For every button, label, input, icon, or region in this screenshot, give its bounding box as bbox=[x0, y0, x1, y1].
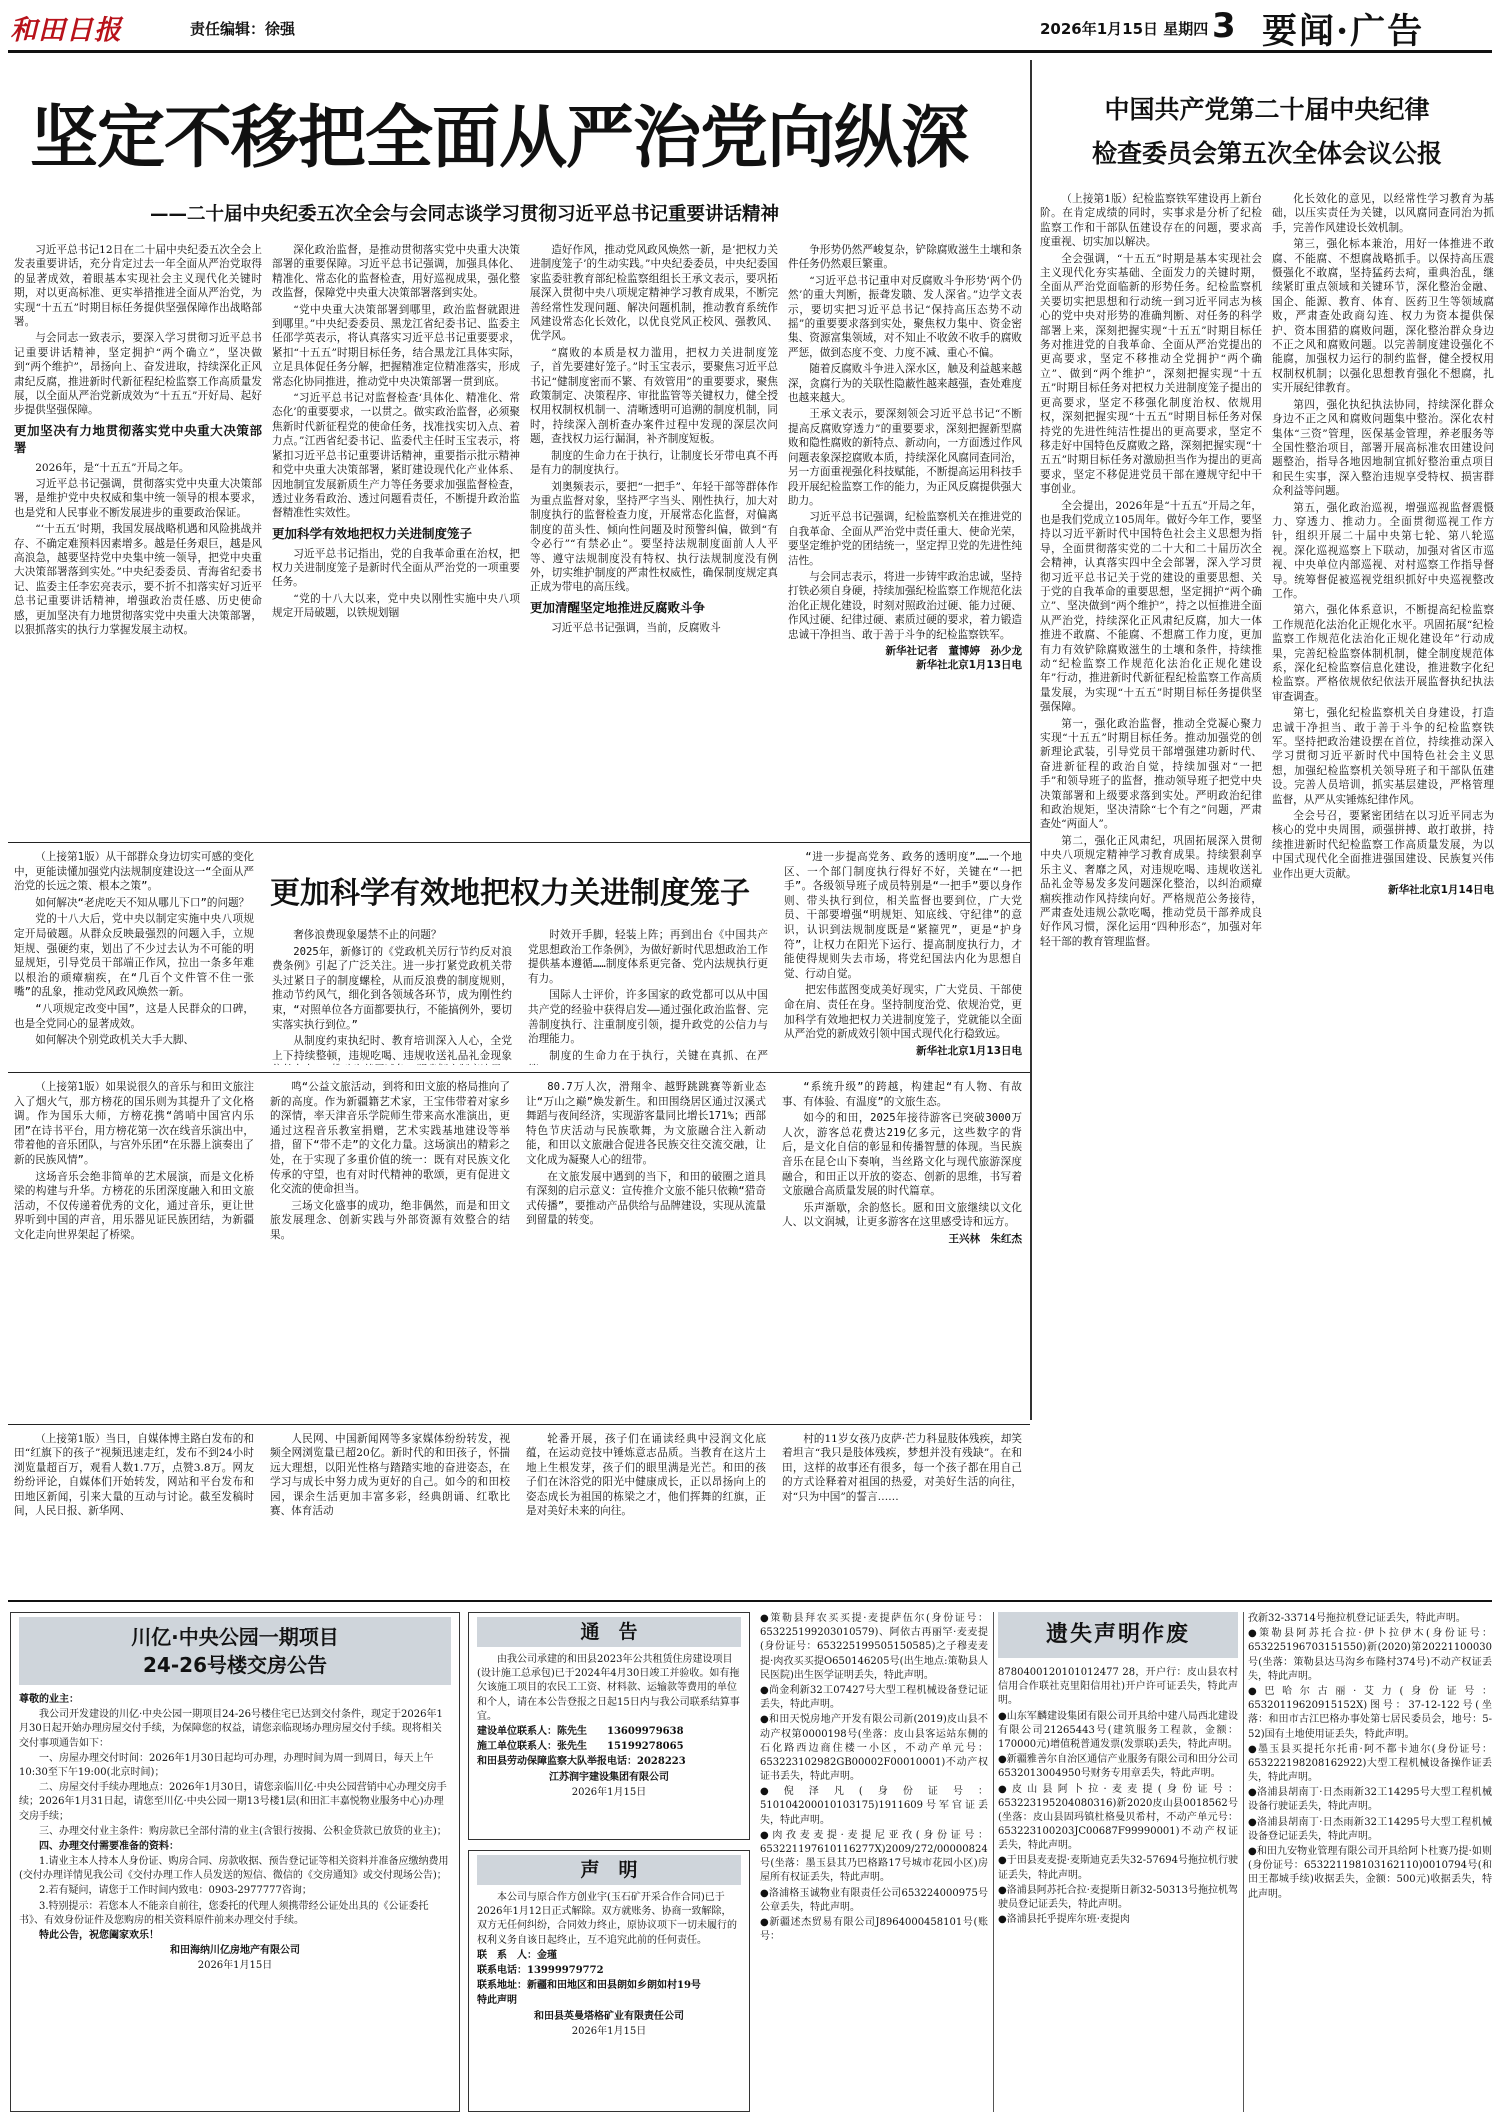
section-rule bbox=[8, 842, 1030, 843]
paragraph: 全会号召，要紧密团结在以习近平同志为核心的党中央周围，顽强拼搏、敢打敢拼，持续推进新时代纪检监察工作高质量发展，为以中国式现代化全面推进强国建设、民族复兴伟业作出更大贡献。 bbox=[1272, 810, 1494, 880]
section-rule bbox=[8, 1424, 1030, 1425]
classified-item: 孜新32-33714号拖拉机登记证丢失，特此声明。 bbox=[1248, 1613, 1466, 1624]
ad-delivery-title: 川亿·中央公园一期项目 24-26号楼交房公告 bbox=[19, 1617, 451, 1685]
paragraph: 造好作风，推动党风政风焕然一新，是‘把权力关进制度笼子’的生动实践。”中央纪委委员，中央纪委国家监委驻教育部纪检监察组组长王承文表示，要巩拓展深入贯彻中央八项规定精神学习教育成果，不断完善经常性发现问题、解决问题机制，推动教育系统作风建设常态化长效化，以优良党风正校风、强教风、优学风。 bbox=[530, 244, 778, 343]
classified-item: ●肉孜麦麦提·麦提尼亚孜(身份证号：653221197610116277X)2009/272/00000824号(坐落：墨玉县其乃巴格路17号城市花园小区)房屋所有权证丢失，特此声明。 bbox=[760, 1829, 988, 1884]
paragraph: 三场文化盛事的成功，绝非偶然，而是和田文旅发展理念、创新实践与外部资源有效整合的结果。 bbox=[270, 1199, 510, 1242]
article4-col-3 bbox=[526, 1432, 766, 1592]
paragraph: 如今的和田，2025年接待游客已突破3000万人次，游客总花费达219亿多元，这些数字的背后，是文化自信的彰显和传播智慧的体现。当民族音乐在昆仑山下奏响，当丝路文化与现代旅游深度融合，和田正以开放的姿态、创新的思维，书写着文旅融合高质量发展的时代篇章。 bbox=[782, 1112, 1022, 1198]
article3-byline: 王兴林 朱红杰 bbox=[948, 1233, 1022, 1246]
paragraph: 与会同志表示，将进一步铸牢政治忠诚，坚持打铁必须自身硬，持续加强纪检监察工作规范化法治化正规化建设，时刻对照政治过硬、能力过硬、作风过硬、纪律过硬、素质过硬的要求，着力锻造忠诚干净担当、敢于善于斗争的纪检监察铁军。 bbox=[788, 570, 1022, 641]
sidebar-title-line-1: 中国共产党第二十届中央纪律 bbox=[1104, 95, 1430, 124]
paragraph: “腐败的本质是权力滥用，把权力关进制度笼子，首先要建好笼子。”时玉宝表示，要聚焦习近平总书记“健制度密而不繁、有效管用”的重要要求，聚焦政策制定、决策程序、审批监管等关键权力，健全授权用权制权机制一、清晰透明可追溯的制度机制，同时，持续深入剖析查办案件过程中发现的深层次问题，查找权力运行漏洞，补齐制度短板。 bbox=[530, 346, 778, 446]
article2-col-4 bbox=[784, 850, 1022, 1065]
paragraph: （上接第1版）从干部群众身边切实可感的变化中，更能读懂加强党内法规制度建设这一“全面从严治党的长远之策、根本之策”。 bbox=[14, 851, 254, 893]
editor-credit: 责任编辑：徐强 bbox=[190, 20, 296, 38]
classified-item: ●皮山县阿卜拉·麦麦提(身份证号：653223195204080316)新2020皮山县0018562号(坐落：皮山县固玛镇杜格曼贝希村，不动产单元号：653223100203JC00687F99990001)不动产权证丢失，特此声明。 bbox=[998, 1783, 1238, 1852]
paragraph: 习近平总书记强调，纪检监察机关在推进党的自我革命、全面从严治党中责任重大、使命光荣，要坚定维护党的团结统一，坚定捍卫党的先进性纯洁性。 bbox=[788, 511, 1022, 567]
paragraph: 鸣“公益文旅活动，到将和田文旅的格局推向了新的高度。作为新疆籍艺术家，王宝伟带着对家乡的深情，率天津音乐学院师生带来高水准演出，更通过这程音乐教室捐赠，艺术实践基地建设等举措，留下“带不走”的文化力量。这场演出的精彩之处，在于实现了多重价值的统一：既有对民族文化传承的守望，也有对时代精神的歌颂，更有促进文化交流的使命担当。 bbox=[270, 1081, 510, 1196]
paragraph: “党的十八大以来，党中央以刚性实施中央八项规定开局破题，以铁规划锢 bbox=[272, 592, 520, 620]
paragraph: 化长效化的意见，以经常性学习教育为基础，以压实责任为关键，以风腐同查同治为抓手，完善作风建设长效机制。 bbox=[1272, 193, 1494, 234]
classified-item: ●倪泽凡(身份证号：510104200010103175)1911609号军官证丢失，特此声明。 bbox=[760, 1786, 988, 1826]
classified-item: ●于田县麦麦提·麦斯迪克丢失32-57694号拖拉机行驶证丢失，特此声明。 bbox=[998, 1855, 1238, 1881]
lead-subheading-1: 更加坚决有力地贯彻落实党中央重大决策部署 bbox=[14, 422, 262, 455]
paragraph: （上接第1版）纪检监察铁军建设再上新台阶。在肯定成绩的同时，实事求是分析了纪检监察工作和干部队伍建设存在的问题，要求高度重视、切实加以解决。 bbox=[1040, 193, 1262, 249]
classified-item: ●策勒县阿苏托合拉·伊卜拉伊木(身份证号：653225196703151550)新(2020)第20221100030号(坐落：策勒县达马沟乡布隆村374号)不动产权证丢失，特此声明。 bbox=[1248, 1628, 1492, 1682]
lead-subheading-2: 更加科学有效地把权力关进制度笼子 bbox=[272, 525, 473, 541]
paragraph: 第五，强化政治巡视，增强巡视监督震慑力、穿透力、推动力。全面贯彻巡视工作方针，组织开展二十届中央第七轮、第八轮巡视。深化巡视巡察上下联动，加强对省区市巡视、中央单位内部巡视、对村巡察工作指导督导。统筹督促被巡视党组织抓好中央巡视整改工作。 bbox=[1272, 501, 1494, 600]
paragraph: 第一，强化政治监督，推动全党凝心聚力实现“十五五”时期目标任务。推动加强党的创新理论武装，引导党员干部增强建功新时代、奋进新征程的政治自觉，持续加强对“一把手”和领导班子的监督，推动领导班子把党中央决策部署和上级要求落到实处。严明政治纪律和政治规矩，坚决清除“七个有之”问题，严肃查处“两面人”。 bbox=[1040, 717, 1262, 831]
article4-col-4 bbox=[782, 1432, 1022, 1592]
contact-line: 建设单位联系人：陈先生 13609979638 bbox=[477, 1725, 684, 1737]
paragraph: 2025年，新修订的《党政机关厉行节约反对浪费条例》引起了广泛关注。进一步打紧党政机关带头过紧日子的制度螺栓，从而反浪费的制度规则，推动节约风气，细化到各领域各环节，成为刚性约束，“对照单位各方面都要执行，不能搞例外，要切实落实执行到位。” bbox=[272, 945, 512, 1031]
lead-dateline: 新华社北京1月13日电 bbox=[916, 659, 1022, 672]
paragraph: 争形势仍然严峻复杂，铲除腐败滋生土壤和条件任务仍然艰巨繁重。 bbox=[788, 244, 1022, 271]
classifieds-col-1 bbox=[760, 1612, 988, 2112]
masthead-rule bbox=[8, 50, 1492, 53]
article2-dateline: 新华社北京1月13日电 bbox=[916, 1044, 1022, 1057]
paragraph: 轮番开展，孩子们在诵读经典中浸润文化底蕴，在运动竞技中锤炼意志品质。当教育在这片土地上生根发芽，孩子们的眼里满是光芒。和田的孩子们在沐浴党的阳光中健康成长，正以昂扬向上的姿态成长为祖国的栋梁之才，他们挥舞的红旗，正是对美好未来的向往。 bbox=[526, 1433, 766, 1518]
sidebar-col-2 bbox=[1272, 192, 1494, 1417]
contact-line: 联 系 人：金瑾 bbox=[477, 1949, 557, 1961]
page-number: 3 bbox=[1212, 6, 1236, 46]
paragraph: 与会同志一致表示，要深入学习贯彻习近平总书记重要讲话精神，坚定拥护“两个确立”，坚决做到“两个维护”，昂扬向上、奋发进取，持续深化正风肃纪反腐，推进新时代新征程纪检监察工作高质量发展，以全面从严治党新成效为“十五五”开好局、起好步提供坚强保障。 bbox=[14, 332, 262, 417]
article2-col-1 bbox=[14, 850, 254, 1065]
classified-item: ●墨玉县买提托尔托甫·阿不都卡迪尔(身份证号：653222198208162922)大型工程机械设备操作证丢失，特此声明。 bbox=[1248, 1743, 1492, 1784]
paragraph: 王承文表示，要深刻领会习近平总书记“不断提高反腐败穿透力”的重要要求，深刻把握新型腐败和隐性腐败的新特点、新动向，一方面透过作风问题表象深挖腐败本质，持续深化风腐同查同治，另一方面重视强化科技赋能，不断提高运用科技手段开展纪检监察工作的能力，为正风反腐提供强大助力。 bbox=[788, 408, 1022, 507]
ad-notice-title: 通 告 bbox=[477, 1617, 741, 1647]
classified-item: ●洛浦县阿苏托合拉·麦提斯日新32-50313号拖拉机驾驶员登记证丢失，特此声明。 bbox=[998, 1884, 1238, 1910]
lead-col-3 bbox=[530, 243, 778, 838]
classified-item: 8780400120101012477 28，开户行：皮山县农村信用合作联社克里阳信用社)开户许可证丢失，特此声明。 bbox=[998, 1667, 1238, 1707]
paragraph: 人民网、中国新闻网等多家媒体纷纷转发，视频全网浏览量已超20亿。新时代的和田孩子，怀揣远大理想，以阳光性格与踏踏实地的奋进姿态，在学习与成长中努力成为更好的自己。如今的和田校园，课余生活更加丰富多彩，经典朗诵、红歌比赛、体育活动 bbox=[270, 1433, 510, 1518]
ad-closing: 特此声明 bbox=[477, 1995, 517, 2007]
article3-col-4 bbox=[782, 1080, 1022, 1415]
paragraph: 本公司与原合作方创业宇(玉石矿开采合作合同)已于2026年1月12日正式解除。双方就账务、协商一致解除，双方无任何纠纷，合同效力终止，原协议项下一切未履行的权利义务自该日起终止，互不追究此前的任何责任。 bbox=[477, 1892, 737, 1946]
ad-closing: 特此公告，祝您阖家欢乐！ bbox=[39, 1930, 159, 1941]
lead-col-1 bbox=[14, 243, 262, 838]
lead-headline: 坚定不移把全面从严治党向纵深 bbox=[30, 98, 969, 178]
article2-headline: 更加科学有效地把权力关进制度笼子 bbox=[270, 876, 750, 911]
ad-company: 和田海纳川亿房地产有限公司 bbox=[170, 1945, 300, 1957]
paragraph: 在文旅发展中遇到的当下，和田的破圈之道具有深刻的启示意义：宣传推介文旅不能只依赖“猎奇式传播”，要推动产品供给与品牌建设，实现从流量到留量的转变。 bbox=[526, 1170, 766, 1227]
paragraph: 全会提出，2026年是“十五五”开局之年，也是我们党成立105周年。做好今年工作，要坚持以习近平新时代中国特色社会主义思想为指导，全面贯彻落实党的二十大和二十届历次全会精神，认真落实四中全会部署，深入学习贯彻习近平总书记关于党的建设的重要思想、关于党的自我革命的重要思想，坚定拥护“两个确立”、坚决做到“两个维护”，持之以恒推进全面从严治党，持续深化正风肃纪反腐，加大一体推进不敢腐、不能腐、不想腐工作力度，更加有力有效铲除腐败滋生的土壤和条件，持续推动“纪检监察工作规范化法治化正规化建设年”行动，推进新时代新征程纪检监察工作高质量发展，为实现“十五五”时期目标任务提供坚强保障。 bbox=[1040, 499, 1262, 714]
paragraph: 第七，强化纪检监察机关自身建设，打造忠诚干净担当、敢于善于斗争的纪检监察铁军。坚持把政治建设摆在首位，持续推动深入学习贯彻习近平新时代中国特色社会主义思想，加强纪检监察机关领导班子和干部队伍建设。完善人员培训，抓实基层建设，严格管理监督，从严从实锤炼纪律作风。 bbox=[1272, 707, 1494, 806]
section-rule bbox=[8, 1072, 1030, 1073]
ad-lost-title: 遗失声明作废 bbox=[998, 1612, 1238, 1658]
paragraph: 奢侈浪费现象屡禁不止的问题？ bbox=[293, 929, 442, 941]
ad-date: 2026年1月15日 bbox=[571, 2025, 647, 2037]
classified-item: ●山东军麟建设集团有限公司开具给中建八局西北建设有限公司21265443号(建筑服务工程款，金额：170000元)增值税普通发票(发票联)丢失，特此声明。 bbox=[998, 1710, 1238, 1750]
article3-col-2 bbox=[270, 1080, 510, 1415]
paragraph: 全会强调，“十五五”时期是基本实现社会主义现代化夯实基础、全面发力的关键时期，全面从严治党面临新的形势任务。纪检监察机关要切实把思想和行动统一到习近平同志为核心的党中央对形势的准确判断、对任务的科学部署上来，深刻把握实现“十五五”时期目标任务对推进党的自我革命、全面从严治党提出的更高要求，坚定不移推动全党拥护“两个确立”、做到“两个维护”，深刻把握实现“十五五”时期目标任务对把权力关进制度笼子提出的更高要求，坚定不移强化制度治权、依规用权，深刻把握实现“十五五”时期目标任务对保持党的先进性纯洁性提出的更高要求，坚定不移走好中国特色反腐败之路，深刻把握实现“十五五”时期目标任务对激励担当作为提出的更高要求，坚定不移促进党员干部在遵规守纪中干事创业。 bbox=[1040, 252, 1262, 496]
lead-col-4 bbox=[788, 243, 1022, 838]
column-divider bbox=[1243, 1612, 1244, 2112]
paragraph: 深化政治监督，是推动贯彻落实党中央重大决策部署的重要保障。习近平总书记强调，加强具体化、精准化、常态化的监督检查，用好巡视成果，强化整改监督，保障党中央重大决策部署落到实处。 bbox=[272, 244, 520, 300]
ad-company: 江苏润宇建设集团有限公司 bbox=[549, 1771, 669, 1783]
classified-item: ●洛浦格玉诚物业有限责任公司653224000975号公章丢失，特此声明。 bbox=[760, 1887, 988, 1913]
paragraph: “党中央重大决策部署到哪里，政治监督就跟进到哪里。”中央纪委委员、黑龙江省纪委书记、监委主任邵学英表示，将认真落实习近平总书记重要要求，紧扣“十五五”时期目标任务，结合黑龙江具体实际，立足具体促任务分解，把握精准定位精准落实，形成常态化协同推进，推动党中央决策部署一贯到底。 bbox=[272, 303, 520, 388]
paragraph: 党的十八大后，党中央以制定实施中央八项规定开局破题。从群众反映最强烈的问题入手，立规矩规、强硬约束，划出了不少过去认为不可能的明显规矩，引导党员干部端正作风，拉出一条多年难以根治的顽瘴痼疾，在“几百个文件管不住一张嘴”的乱象，推动党风政风焕然一新。 bbox=[14, 913, 254, 999]
classifieds-col-3 bbox=[1248, 1612, 1492, 2112]
classified-item: ●尚金利新32工07427号大型工程机械设备登记证丢失，特此声明。 bbox=[760, 1684, 988, 1711]
classified-item: ●巴哈尔古丽·艾力(身份证号：65320119620915152X)图号：37-12-122号(坐落：和田市古江巴格办事处第七居民委员会，地号：5-52)国有土地使用证丢失，特此声明。 bbox=[1248, 1685, 1492, 1740]
article3-col-3 bbox=[526, 1080, 766, 1415]
list-item: 3.特别提示：若您本人不能亲自前往，您委托的代理人须携带经公证处出具的《公证委托书》、有效身份证件及您购房的相关资料原件前来办理交付手续。 bbox=[19, 1900, 429, 1926]
lead-subheading-3: 更加清醒坚定地推进反腐败斗争 bbox=[530, 599, 706, 615]
paragraph: 如何解决个别党政机关大手大脚、 bbox=[35, 1034, 195, 1047]
classified-item: ●和田天悦房地产开发有限公司新(2019)皮山县不动产权第0000198号(坐落：皮山县客运站东侧的石化路西边商住楼一小区，不动产单元号：653223102982GB00002F00010001)不动产权证书丢失，特此声明。 bbox=[760, 1714, 988, 1783]
contact-line: 和田县劳动保障监察大队举报电话：2028223 bbox=[477, 1756, 686, 1768]
contact-line: 施工单位联系人：张先生 15199278065 bbox=[477, 1741, 684, 1753]
article2-col-3 bbox=[528, 928, 768, 1065]
paragraph: （上接第1版）如果说很久的音乐与和田文旅注入了烟火气，那方榜花的国乐则为其提升了文化格调。作为国乐大师，方榜花携“鸽哨中国宫内乐团”在诗书平台，用方榜花第一次在线音乐演出中，带着他的音乐团队，与宫外乐团“在乐器上演奏出了新的民族风情”。 bbox=[14, 1081, 254, 1167]
paragraph: “‘十五五’时期，我国发展战略机遇和风险挑战并存、不确定难预料因素增多。越是任务艰巨，越是风高浪急，越要坚持党中央集中统一领导，把党中央重大决策部署落到实处。”中央纪委委员、青海省纪委书记、监委主任李宏亮表示，要不折不扣落实好习近平总书记重要讲话精神，增强政治责任感、历史使命感，更加坚决有力地贯彻落实党中央重大决策部署，以狠抓落实的执行力掌握发展主动权。 bbox=[14, 523, 262, 637]
list-item: 二、房屋交付手续办理地点：2026年1月30日，请您亲临川亿·中央公园营销中心办理交房手续；2026年1月31日起，请您至川亿·中央公园一期13号楼1层(和田汇丰嘉悦物业服务中心)办理交房手续； bbox=[19, 1782, 447, 1822]
paragraph: 第四，强化执纪执法协同，持续深化群众身边不正之风和腐败问题集中整治。深化农村集体“三资”管理，医保基金管理，养老服务等全国性整治项目，部署开展高标准农田建设问题整治，指导各地因地制宜抓好整治重点项目和民生实事，深入整治违规享受特权、损害群众利益等问题。 bbox=[1272, 398, 1494, 498]
lead-subtitle: ——二十届中央纪委五次全会与会同志谈学习贯彻习近平总书记重要讲话精神 bbox=[150, 204, 780, 225]
classified-item: ●洛浦县胡南丁·日杰雨新32工14295号大型工程机械设备行驶证丢失，特此声明。 bbox=[1248, 1787, 1492, 1813]
paragraph: 国际人士评价，许多国家的政党都可以从中国共产党的经验中获得启发——通过强化政治监督、完善制度执行、注重制度引领，提升政党的公信力与治理能力。 bbox=[528, 989, 768, 1046]
classifieds-col-2 bbox=[998, 1666, 1238, 2112]
paragraph: 习近平总书记12日在二十届中央纪委五次全会上发表重要讲话，充分肯定过去一年全面从严治党取得的显著成效，着眼基本实现社会主义现代化关键时期，对以更高标准、更实举措推进全面从严治党，为实现“十五五”时期目标任务提供坚强保障作出战略部署。 bbox=[14, 244, 262, 329]
paragraph: 如何解决“老虎吃天不知从哪儿下口”的问题？ bbox=[35, 896, 250, 909]
paragraph: “习近平总书记重申对反腐败斗争形势‘两个仍然’的重大判断，振聋发聩、发人深省。”边学文表示，要切实把习近平总书记“保持高压态势不动摇”的重要要求落到实处，聚焦权力集中、资金密集、资源富集领域，对不知止不收敛不收手的腐败严惩，做到态度不变、力度不减、重心不偏。 bbox=[788, 274, 1022, 359]
paragraph: 制度的生命力在于执行，关键在真抓、在严 bbox=[549, 1049, 768, 1062]
list-item: 1.请业主本人持本人身份证、购房合同、房款收据、预告登记证等相关资料并准备应缴纳费用(交付办理详情见我公司《交付办理工作人员发送的短信、微信的《交房通知》或交付现场公告)； bbox=[19, 1856, 449, 1882]
article2-col-2 bbox=[272, 928, 512, 1065]
paragraph: 80.7万人次，滑翔伞、越野跳跳赛等新业态让“万山之巅”焕发新生。和田围绕居区通过汉溪式舞蹈与夜间经济，实现游客量同比增长171%；西部特色节庆活动与民族歌舞，为文旅融合注入新动能，和田以文旅融合促进各民族交往交流交融，让文化成为凝聚人心的纽带。 bbox=[526, 1081, 766, 1167]
paragraph: 第二，强化正风肃纪，巩固拓展深入贯彻中央八项规定精神学习教育成果。持续狠刹享乐主义、奢靡之风，对违规吃喝、违规收送礼品礼金等易发多发问题深化整治，以纠治顽瘴痼疾推动作风持续向好。严格规范公务接待，严肃查处违规公款吃喝，推动党员干部养成良好作风习惯，深化运用“四种形态”，加强对年轻干部的教育管理监督。 bbox=[1040, 834, 1262, 948]
ad-company: 和田县英曼塔格矿业有限责任公司 bbox=[534, 2010, 684, 2022]
ad-date: 2026年1月15日 bbox=[571, 1786, 647, 1798]
sidebar-title-line-2: 检查委员会第五次全体会议公报 bbox=[1091, 139, 1442, 168]
paragraph: （上接第1版）当日，自媒体博主路白发布的和田“红旗下的孩子”视频迅速走红，发布不到24小时浏览量超百万，观看人数1.7万，点赞3.8万。网友纷纷评论，自媒体们开始转发，网站和平台发布和田地区新闻，引来大量的互动与讨论。截至发稿时间，人民日报、新华网、 bbox=[14, 1433, 254, 1518]
paragraph: “八项规定改变中国”，这是人民群众的口碑，也是全党同心的显著成效。 bbox=[14, 1003, 254, 1030]
column-divider bbox=[993, 1612, 994, 2112]
paragraph: “进一步提高党务、政务的透明度”……一个地区、一个部门制度执行得好不好，关键在“一把手”。各级领导班子成员特别是“一把手”要以身作则、带头执行到位，相关监督也要到位，广大党员、干部要增强“明规矩、知底线、守纪律”的意识，认识到法规制度既是“紧箍咒”，更是“护身符”，让权力在阳光下运行、提高制度执行力，才能使得规则失去市场，将党纪国法内化为思想自觉、行动自觉。 bbox=[784, 851, 1022, 980]
logo: 和田日报 bbox=[10, 15, 122, 46]
classified-item: ●新疆述杰贸易有限公司J8964000458101号(账号： bbox=[760, 1916, 988, 1943]
paragraph: 第三，强化标本兼治，用好一体推进不敢腐、不能腐、不想腐战略抓手。以保持高压震慑强化不敢腐，坚持猛药去疴，重典治乱，继续紧盯重点领域和关键环节，深化整治金融、国企、能源、教育、体育、医药卫生等领域腐败，严肃查处政商勾连、权力为资本提供保护、资本围猎的腐败问题，深化整治群众身边不正之风和腐败问题。以完善制度建设强化不能腐，加强权力运行的制约监督，健全授权用权制权机制；以强化思想教育强化不想腐，扎实开展纪律教育。 bbox=[1272, 238, 1494, 395]
paragraph: 习近平总书记强调，贯彻落实党中央重大决策部署，是维护党中央权威和集中统一领导的根本要求，也是党和人民事业不断发展进步的重要政治保证。 bbox=[14, 478, 262, 519]
ad-salutation: 尊敬的业主： bbox=[19, 1694, 79, 1705]
ad-notice bbox=[468, 1612, 750, 1840]
article4-col-1 bbox=[14, 1432, 254, 1592]
paragraph: 随着反腐败斗争进入深水区，触及利益越来越深，贪腐行为的关联性隐蔽性越来越强，查处难度也越来越大。 bbox=[788, 363, 1022, 405]
paragraph: 村的11岁女孩乃皮萨·芒力科显肢体残疾，却笑着坦言“我只是肢体残疾，梦想并没有残缺”。在和田，这样的故事还有很多，每一个孩子都在用自己的方式诠释着对祖国的热爱，对美好生活的向往，对“只为中国”的誓言…… bbox=[782, 1433, 1022, 1503]
paragraph: 把宏伟蓝图变成美好现实，广大党员、干部使命在肩、责任在身。坚持制度治党、依规治党，更加科学有效地把权力关进制度笼子，党就能以全面从严治党的新成效引领中国式现代化行稳致远。 bbox=[784, 984, 1022, 1041]
classified-item: ●洛浦县胡南丁·日杰雨新32工14295号大型工程机械设备登记证丢失，特此声明。 bbox=[1248, 1816, 1492, 1842]
contact-line: 联系地址：新疆和田地区和田县朗如乡朗如村19号 bbox=[477, 1980, 701, 1992]
paragraph: 2026年，是“十五五”开局之年。 bbox=[35, 461, 190, 474]
paragraph: 我公司开发建设的川亿·中央公园一期项目24-26号楼住宅已达到交付条件，现定于2026年1月30日起开始办理房屋交付手续，为保障您的权益，请您亲临现场办理房屋交付手续。现将相关交付事项通告如下： bbox=[19, 1709, 443, 1749]
column-divider bbox=[1030, 60, 1032, 1420]
sidebar-dateline: 新华社北京1月14日电 bbox=[1388, 884, 1494, 897]
paragraph: 从制度约束执纪时、教育培训深入人心，全党上下持续整顿，违规吃喝、违规收送礼品礼金现象 bbox=[272, 1035, 512, 1062]
section-title: 要闻·广告 bbox=[1262, 11, 1425, 52]
masthead bbox=[0, 0, 1500, 52]
paragraph: 制度的生命力在于执行，让制度长牙带电真不再是有力的制度执行。 bbox=[530, 449, 778, 477]
paragraph: 这场音乐会绝非简单的艺术展演，而是文化桥梁的构建与升华。方榜花的乐团深度融入和田文旅活动，不仅传递着优秀的文化，通过音乐，更让世界听到中国的声音，用乐器见证民族团结，为新疆文化走向世界架起了桥梁。 bbox=[14, 1170, 254, 1242]
paragraph: “系统升级”的跨越，构建起“有人物、有故事、有体验、有温度”的文旅生态。 bbox=[782, 1081, 1022, 1108]
paragraph: 习近平总书记强调，当前，反腐败斗 bbox=[551, 621, 721, 634]
paragraph: “习近平总书记对监督检查‘具体化、精准化、常态化’的重要要求，一以贯之。做实政治监督，必须聚焦新时代新征程党的使命任务，找准找实切入点、着力点。”江西省纪委书记、监委代主任时玉宝表示，将紧扣习近平总书记重要讲话精神，重要指示批示精神和党中央重大决策部署，紧盯建设现代化产业体系、因地制宜发展新质生产力等任务要求加强监督检查，透过业务看政治、透过问题看责任，不断提升政治监督精准性实效性。 bbox=[272, 392, 520, 520]
list-item: 三、办理交付业主条件：购房款已全部付清的业主(含银行按揭、公积金贷款已放贷的业主)； bbox=[39, 1825, 447, 1837]
paragraph: 第六，强化体系意识，不断提高纪检监察工作规范化法治化正规化水平。巩固拓展“纪检监察工作规范化法治化正规化建设年”行动成果，完善纪检监察体制机制，健全制度规范体系，深化纪检监察信息化建设，推进数字化纪检监察。严格依规依纪依法开展监督执纪执法审查调查。 bbox=[1272, 604, 1494, 703]
sidebar-title bbox=[1038, 88, 1496, 183]
classified-item: ●洛浦县托乎提库尔班·麦提肉 bbox=[998, 1914, 1130, 1926]
ad-statement-title: 声 明 bbox=[477, 1855, 741, 1885]
classified-item: ●和田九安物业管理有限公司开具给阿卜杜赛乃提·如则(身份证号：653221198103162110)0010794号(和田王都城手续)收据丢失，金额：500元)收据丢失，特此声明。 bbox=[1248, 1846, 1492, 1900]
ad-date: 2026年1月15日 bbox=[197, 1960, 273, 1972]
paragraph: 习近平总书记指出，党的自我革命重在治权，把权力关进制度笼子是新时代全面从严治党的一项重要任务。 bbox=[272, 547, 520, 589]
issue-date: 2026年1月15日 星期四 bbox=[1040, 20, 1209, 38]
ads-rule bbox=[8, 1600, 1492, 1602]
list-item: 2.若有疑问，请您于工作时间内致电：0903-2977777咨询； bbox=[39, 1885, 312, 1897]
classified-item: ●新疆雅善尔自治区通信产业服务有限公司和田分公司6532013004950号财务专用章丢失，特此声明。 bbox=[998, 1754, 1238, 1780]
lead-col-2 bbox=[272, 243, 520, 838]
article4-col-2 bbox=[270, 1432, 510, 1592]
paragraph: 由我公司承建的和田县2023年公共租赁住房建设项目(设计施工总承包)已于2024年4月30日竣工并验收。如有拖欠该施工项目的农民工工资、材料款、运输款等费用的单位和个人，请在本公告登报之日起15日内与我公司联系结算事宜。 bbox=[477, 1654, 740, 1722]
ad-statement bbox=[468, 1850, 750, 2112]
contact-line: 联系电话：13999979772 bbox=[477, 1964, 604, 1976]
list-item: 四、办理交付需要准备的资料： bbox=[39, 1840, 179, 1852]
sidebar-col-1 bbox=[1040, 192, 1262, 1417]
paragraph: 刘奥频表示，要把“一把手”、年轻干部等群体作为重点监督对象，坚持严字当头、刚性执行，加大对制度执行的监督检查力度，开展常态化监督，对偏离制度的苗头性、倾向性问题及时预警纠偏，做到“有令必行”“有禁必止”。要坚持法规制度面前人人平等、遵守法规制度没有特权、执行法规制度没有例外，切实维护制度的严肃性权威性，确保制度规定真正成为带电的高压线。 bbox=[530, 480, 778, 594]
paragraph: 乐声渐歇，余韵悠长。愿和田文旅继续以文化人、以文润城，让更多游客在这里感受诗和远方。 bbox=[782, 1201, 1022, 1229]
ad-delivery-notice bbox=[10, 1612, 460, 2112]
article3-col-1 bbox=[14, 1080, 254, 1415]
list-item: 一、房屋办理交付时间：2026年1月30日起均可办理，办理时间为周一到周日，每天上午10:30至下午19:00(北京时间)； bbox=[19, 1752, 434, 1778]
classified-item: ●策勒县拜农买买提·麦提萨伍尔(身份证号：653225199203010579)、阿依古再丽罕·麦麦提(身份证号：653225199505150585)之子穆麦麦提·肉孜买买提O650146205号(出生地点:策勒县人民医院)出生医学证明丢失，特此声明。 bbox=[760, 1613, 988, 1681]
lead-byline: 新华社记者 董博婷 孙少龙 bbox=[885, 644, 1022, 657]
paragraph: 时效开手脚，轻装上阵；再到出台《中国共产党思想政治工作条例》，为做好新时代思想政治工作提供基本遵循……制度体系更完备、党内法规执行更有力。 bbox=[528, 929, 768, 985]
